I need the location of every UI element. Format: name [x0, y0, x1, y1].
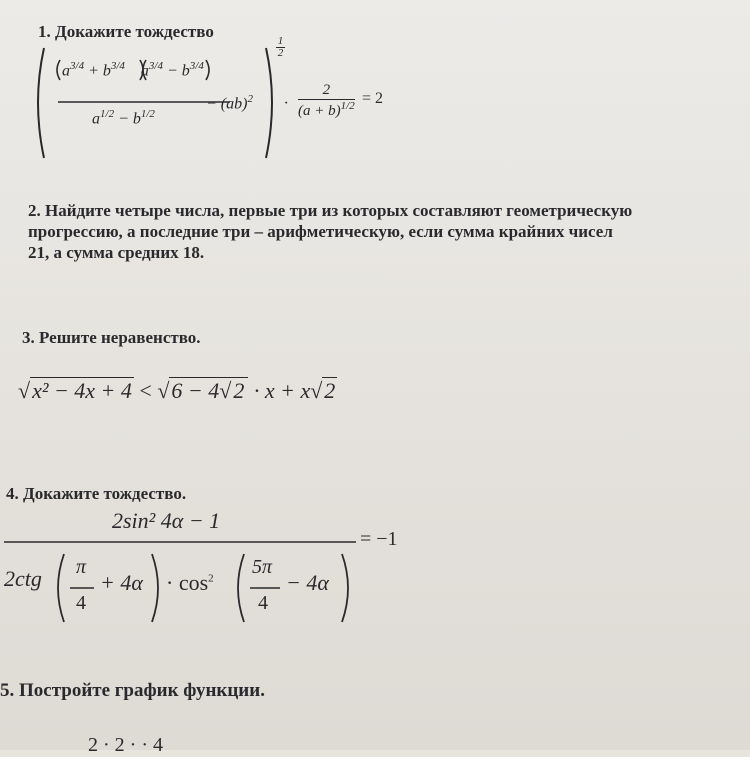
- problem-3-heading: 3. Решите неравенство.: [22, 328, 201, 347]
- problem-2-line-2: прогрессию, а последние три – арифметическую, если сумма крайних чисел: [28, 222, 613, 241]
- problem-4-four-a: 4: [76, 592, 86, 614]
- problem-4-denominator-prefix: 2ctg: [4, 566, 42, 591]
- problem-1-ab-term: − (ab)$^2$: [206, 93, 253, 113]
- problem-1-right-fraction: 2 $(a + b)^{1/2}$: [298, 82, 355, 119]
- problem-4-minus-term: − 4α: [286, 570, 329, 595]
- problem-5-heading: 5. Постройте график функции.: [0, 680, 265, 701]
- problem-1-mult: ·: [284, 95, 288, 112]
- problem-4-pi: π: [76, 556, 87, 578]
- problem-4-rhs: = −1: [360, 528, 398, 550]
- problem-1-rhs: = 2: [362, 90, 384, 107]
- problem-4-numerator: 2sin² 4α − 1: [112, 508, 221, 533]
- problem-2-line-3: 21, а сумма средних 18.: [28, 243, 205, 262]
- problem-1-denominator: $a^{1/2} - b^{1/2}$: [92, 108, 155, 128]
- problem-4-heading: 4. Докажите тождество.: [6, 484, 187, 503]
- problem-5-cutoff-formula: 2 · 2 · · 4: [88, 734, 163, 756]
- problem-2-line-1: 2. Найдите четыре числа, первые три из которых составляют геометрическую: [28, 201, 633, 220]
- problem-1-heading: 1. Докажите тождество: [38, 22, 214, 41]
- problem-1-outer-exponent: 1 2: [277, 35, 284, 59]
- problem-4-four-b: 4: [258, 592, 268, 614]
- problem-1-numerator: $a^{3/4} + b^{3/4}$ $a^{3/4} - b^{3/4}$: [62, 60, 204, 80]
- problem-4-fraction-bar: [0, 540, 360, 544]
- problem-4-plus-term: + 4α: [100, 570, 143, 595]
- problem-3-inequality: √x² − 4x + 4 < √6 − 4√2 · x + x√2: [18, 378, 336, 403]
- problem-4-five-pi: 5π: [252, 556, 273, 578]
- problem-4-dot-cos: · $\cos^2$: [166, 570, 214, 595]
